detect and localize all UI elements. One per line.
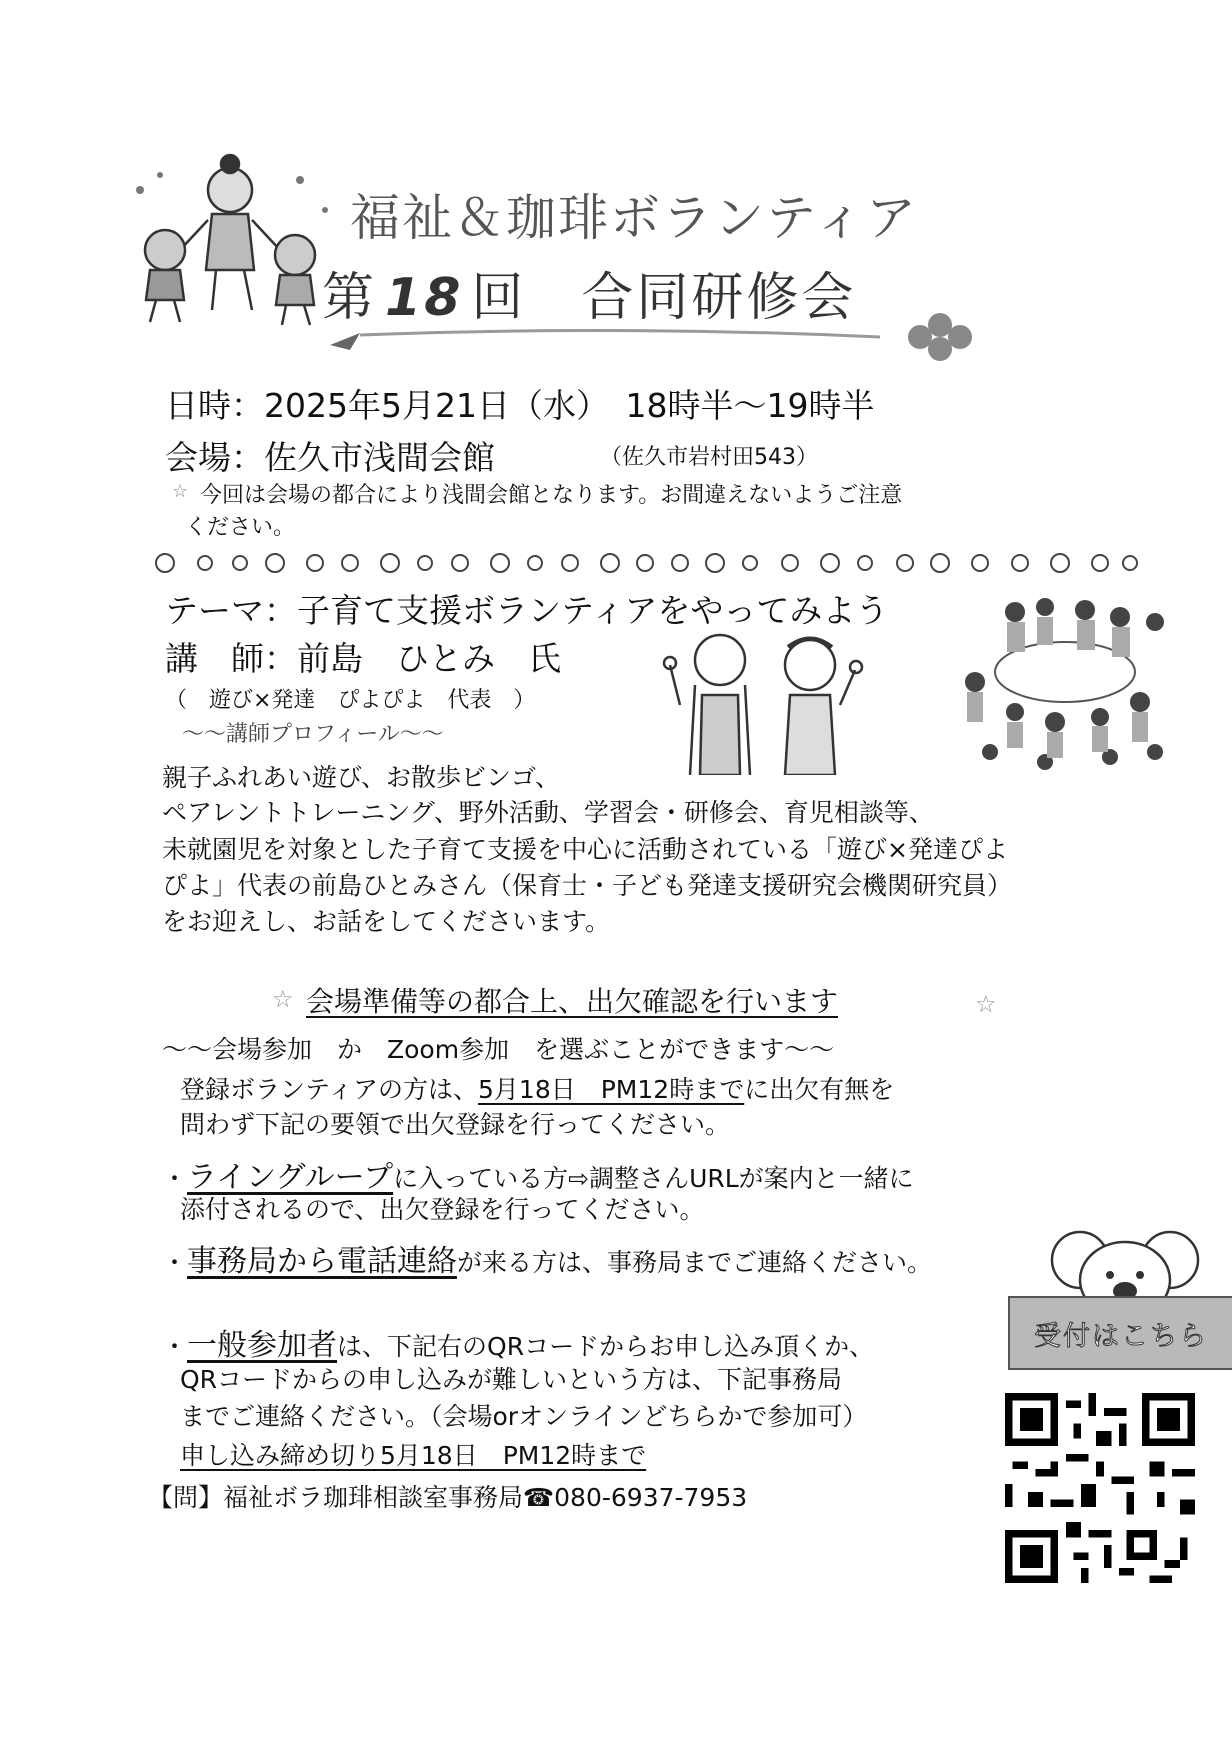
profile-heading: ～～講師プロフィール～～ (182, 722, 444, 747)
contact-info: 【問】福祉ボラ珈琲相談室事務局☎080-6937-7953 (148, 1483, 748, 1512)
general-participant-text: は、下記右のQRコードからお申し込み頂くか、 (337, 1332, 875, 1361)
star-icon-left: ☆ (272, 985, 294, 1013)
star-icon-right: ☆ (975, 990, 997, 1018)
attendance-heading: 会場準備等の都合上、出欠確認を行います (306, 985, 839, 1018)
qr-code[interactable] (1005, 1393, 1195, 1583)
registered-line-1 (180, 1070, 894, 1106)
vine-decoration (320, 305, 1020, 365)
lecturers-illustration (660, 625, 870, 775)
profile-line-5: をお迎えし、お話をしてくださいます。 (162, 907, 611, 936)
general-participant-label: 一般参加者 (187, 1328, 338, 1363)
registered-line-2: 問わず下記の要領で出欠登録を行ってください。 (180, 1110, 731, 1139)
phone-contact-label: 事務局から電話連絡 (187, 1244, 458, 1279)
profile-line-3: 未就園児を対象とした子育て支援を中心に活動されている「遊び×発達ぴよ (162, 835, 1008, 864)
general-line-3: までご連絡ください。（会場orオンラインどちらかで参加可） (180, 1402, 868, 1431)
title-line-1: 福祉＆珈琲ボランティア (350, 189, 918, 247)
title-prefix: 第 (322, 268, 378, 328)
event-venue-address: （佐久市岩村田543） (600, 445, 818, 470)
line-group-line-1: ・ライングループに入っている方⇨調整さんURLが案内と一緒に (162, 1160, 914, 1195)
registered-text: 登録ボランティアの方は、 (180, 1075, 479, 1104)
phone-contact-text: が来る方は、事務局までご連絡ください。 (457, 1248, 933, 1277)
phone-contact-line: ・事務局から電話連絡が来る方は、事務局までご連絡ください。 (162, 1244, 933, 1279)
profile-line-1: 親子ふれあい遊び、お散歩ビンゴ、 (162, 763, 561, 792)
participation-choice: ～～会場参加 か Zoom参加 を選ぶことができます～～ (162, 1035, 835, 1064)
title-number: 18 (385, 268, 464, 328)
application-deadline: 申し込み締め切り5月18日 PM12時まで (180, 1441, 647, 1470)
event-venue: 会場：佐久市浅間会館 (165, 438, 495, 477)
star-icon: ☆ (172, 481, 189, 502)
line-group-line-2: 添付されるので、出欠登録を行ってください。 (180, 1195, 705, 1224)
line-group-label: ライングループ (187, 1160, 394, 1195)
group-activity-illustration (955, 592, 1170, 777)
reception-sign: 受付はこちら (1008, 1296, 1232, 1370)
registered-deadline: 5月18日 PM12時まで (478, 1075, 745, 1104)
registered-text-end: に出欠有無を (744, 1075, 895, 1104)
venue-note-line-1: 今回は会場の都合により浅間会館となります。お間違えないようご注意 (200, 483, 903, 508)
venue-note-line-2: ください。 (185, 515, 296, 540)
profile-line-2: ペアレントトレーニング、野外活動、学習会・研修会、育児相談等、 (162, 798, 934, 827)
lecture-theme: テーマ：子育て支援ボランティアをやってみよう (165, 591, 889, 630)
flower-divider (150, 548, 1140, 578)
bird-icon (330, 333, 360, 350)
lecturer-name: 講 師：前島 ひとみ 氏 (165, 639, 561, 678)
general-line-1: ・一般参加者は、下記右のQRコードからお申し込み頂くか、 (162, 1328, 875, 1363)
profile-line-4: ぴよ」代表の前島ひとみさん（保育士・子ども発達支援研究会機関研究員） (162, 871, 1013, 900)
title-suffix: 回 合同研修会 (471, 268, 857, 328)
event-datetime: 日時：2025年5月21日（水） 18時半～19時半 (165, 386, 875, 425)
family-illustration (120, 150, 350, 330)
line-group-text: に入っている方⇨調整さんURLが案内と一緒に (393, 1164, 914, 1193)
general-line-2: QRコードからの申し込みが難しいという方は、下記事務局 (180, 1365, 843, 1394)
clover-icon (908, 313, 972, 361)
lecturer-affiliation: （ 遊び×発達 ぴよぴよ 代表 ） (165, 688, 536, 713)
